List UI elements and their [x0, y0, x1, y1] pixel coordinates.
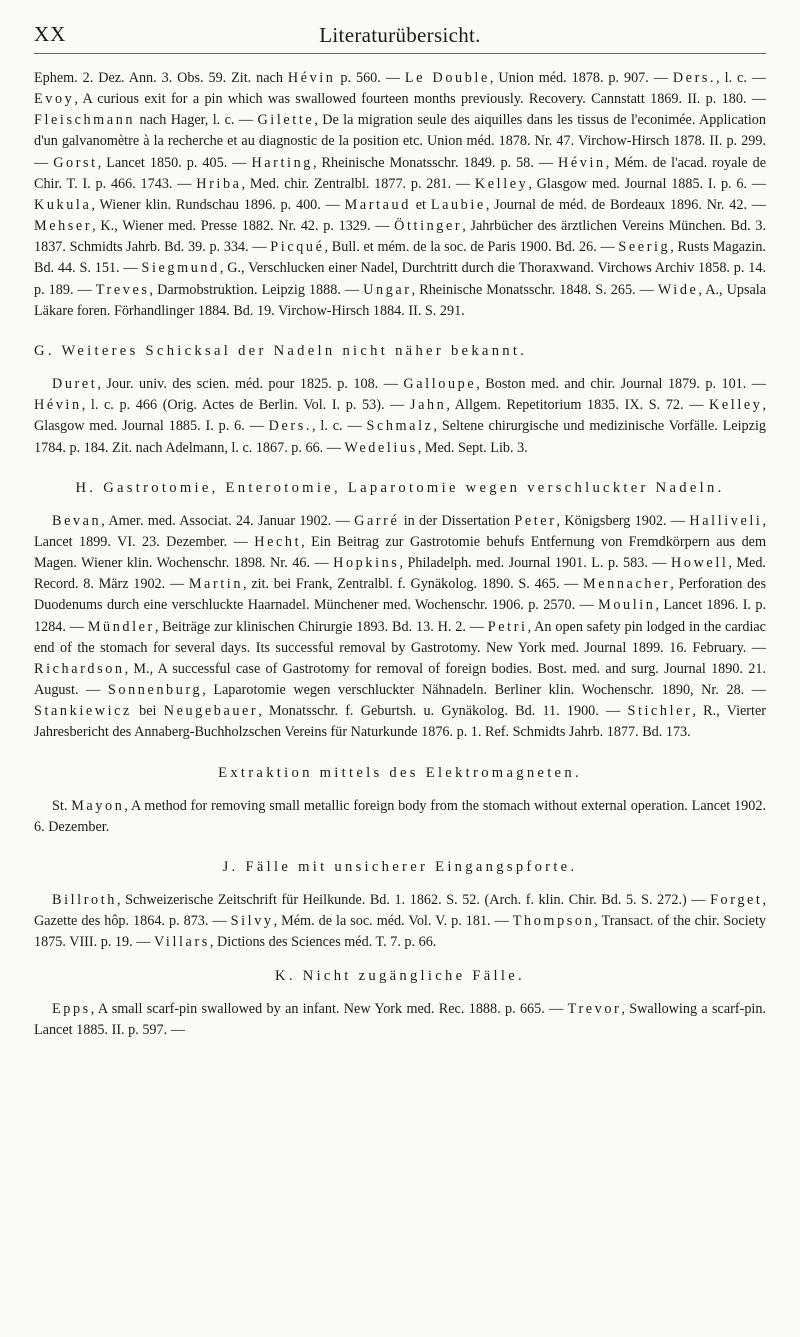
author-name: Garré — [354, 512, 400, 529]
citation-text: , Med. chir. Zentralbl. 1877. p. 281. — — [241, 175, 475, 192]
citation-text: , Ein Beitrag zur Gastrotomie behufs Entfernung von Fremdkörpern aus dem Magen. Wiener klin. Wochenschr. 1898. Nr. 46. — — [34, 533, 767, 572]
citation-text: , Rusts Magazin. Bd. 44. S. 151. — — [34, 239, 766, 277]
citation-text: , Mém. de la soc. méd. Vol. V. p. 181. — — [273, 913, 513, 930]
author-name: Bevan — [52, 512, 102, 529]
author-name: Mayon — [71, 797, 125, 814]
author-name: Laubie — [430, 196, 486, 213]
author-name: Richardson — [34, 660, 125, 677]
author-name: Fleischmann — [34, 112, 136, 129]
section-heading: J. Fälle mit unsicherer Eingangspforte. — [222, 859, 578, 875]
citation-text: , A method for removing small metallic foreign body from the stomach without external operation. Lancet 1902. 6. Dezember. — [34, 797, 766, 835]
author-name: Hévin — [34, 397, 82, 414]
author-name: Galloupe — [403, 376, 477, 393]
running-title: Literaturübersicht. — [319, 23, 481, 47]
author-name: Harting — [251, 154, 313, 171]
author-name: Mündler — [87, 618, 155, 635]
citation-text: , Laparotomie wegen verschluckter Nähnadeln. Berliner klin. Wochenschr. 1890, Nr. 28. — — [202, 682, 766, 699]
citation-text: , Philadelph. med. Journal 1901. L. p. 583. — — [399, 555, 672, 572]
bibliography-paragraph — [34, 999, 766, 1041]
section-heading: H. Gastrotomie, Enterotomie, Laparotomie wegen verschluckter Nadeln. — [75, 479, 725, 496]
author-name: Neugebauer — [163, 703, 259, 720]
citation-text: , Lancet 1899. VI. 23. Dezember. — — [34, 512, 766, 550]
citation-text: , Schweizerische Zeitschrift für Heilkunde. Bd. 1. 1862. S. 52. (Arch. f. klin. Chir. Bd. 5. S. 272.) — — [116, 892, 711, 909]
citation-text: , R., Vierter Jahresbericht des Annaberg-Buchholzschen Vereins für Naturkunde 1876. p. 1. Ref. Schmidts Jahrb. 1877. Bd. 173. — [34, 703, 766, 741]
author-name: Evoy — [34, 91, 75, 108]
author-name: Öttinger — [394, 218, 463, 235]
author-name: Mennacher — [583, 576, 671, 593]
citation-text: , Gazette des hôp. 1864. p. 873. — — [34, 892, 766, 930]
author-name: Gorst — [53, 154, 98, 171]
author-name: Stichler — [627, 703, 693, 720]
section-heading: G. Weiteres Schicksal der Nadeln nicht näher bekannt. — [34, 342, 528, 359]
page-header — [34, 22, 766, 52]
author-name: Hecht — [254, 533, 302, 550]
citation-text: , Union méd. 1878. p. 907. — — [489, 70, 673, 86]
citation-text: , Darmobstruktion. Leipzig 1888. — — [149, 281, 364, 298]
author-name: Kukula — [34, 196, 92, 213]
author-name: Moulin — [598, 597, 656, 614]
citation-text: , Rheinische Monatsschr. 1849. p. 58. — — [312, 154, 559, 171]
citation-text: , Journal de méd. de Bordeaux 1896. Nr. 42. — — [485, 196, 766, 213]
author-name: Villars — [153, 934, 210, 951]
citation-text: , Transact. of the chir. Society 1875. VIII. p. 19. — — [34, 913, 766, 951]
author-name: Gilette — [257, 112, 315, 129]
citation-text: et — [410, 196, 431, 213]
citation-text: , Wiener klin. Rundschau 1896. p. 400. — — [91, 196, 345, 213]
author-name: Siegmund — [141, 260, 220, 277]
section-heading: K. Nicht zugängliche Fälle. — [275, 967, 525, 984]
citation-text: , Boston med. and chir. Journal 1879. p. 101. — — [476, 376, 766, 393]
author-name: Treves — [95, 281, 150, 298]
citation-text: , l. c. — — [716, 70, 766, 86]
author-name: Martaud — [344, 196, 411, 213]
author-name: Howell — [671, 555, 729, 572]
citation-text: , An open safety pin lodged in the cardiac end of the stomach for several days. Its successful removal by Gastrotomy. New York med. Journal 1899. 16. February. — — [34, 618, 766, 656]
author-name: Duret — [52, 376, 98, 393]
citation-text: , Jahrbücher des ärztlichen Vereins München. Bd. 3. 1837. Schmidts Jahrb. Bd. 39. p. 334. — — [34, 218, 766, 256]
citation-text: , Beiträge zur klinischen Chirurgie 1893. Bd. 13. H. 2. — — [154, 618, 488, 635]
author-name: Hévin — [287, 70, 336, 86]
author-name: Petri — [487, 618, 528, 635]
citation-text: Ephem. 2. Dez. Ann. 3. Obs. 59. Zit. nach — [34, 70, 288, 86]
citation-text: St. — [52, 797, 72, 814]
citation-text: , Med. Record. 8. März 1902. — — [34, 555, 766, 593]
author-name: Mehser — [34, 218, 93, 235]
citation-text: in der Dissertation — [399, 512, 515, 529]
author-name: Schmalz — [366, 418, 434, 435]
author-name: Le Double — [404, 70, 490, 86]
author-name: Trevor — [567, 1000, 622, 1017]
author-name: Peter — [514, 512, 557, 529]
citation-text: , Allgem. Repetitorium 1835. IX. S. 72. — — [446, 397, 710, 414]
citation-text: nach Hager, l. c. — — [135, 112, 258, 129]
author-name: Wedelius — [344, 439, 418, 456]
author-name: Halliveli — [689, 512, 763, 529]
citation-text: , K., Wiener med. Presse 1882. Nr. 42. p. 1329. — — [92, 218, 395, 235]
author-name: Martin — [188, 576, 244, 593]
author-name: Thompson — [512, 913, 595, 930]
citation-text: , Med. Sept. Lib. 3. — [417, 439, 528, 456]
citation-text: , Jour. univ. des scien. méd. pour 1825. p. 108. — — [97, 376, 404, 393]
bibliography-paragraph — [34, 890, 766, 953]
bibliography-paragraph — [34, 511, 766, 744]
author-name: Hévin — [558, 154, 606, 171]
citation-text: , Monatsschr. f. Geburtsh. u. Gynäkolog. Bd. 11. 1900. — — [258, 703, 628, 720]
author-name: Billroth — [52, 892, 117, 909]
author-name: Sonnenburg — [107, 682, 203, 699]
bibliography-paragraph — [34, 374, 766, 459]
author-name: Kelley — [709, 397, 763, 414]
citation-text: , A., Upsala Läkare foren. Förhandlinger 1884. Bd. 19. Virchow-Hirsch 1884. II. S. 291. — [34, 281, 767, 319]
citation-text: , Glasgow med. Journal 1885. I. p. 6. — — [34, 397, 766, 435]
citation-text: , G., Verschlucken einer Nadel, Durchtritt durch die Thoraxwand. Virchows Archiv 1858. p. 14. p. 189. — — [34, 260, 766, 298]
citation-text: , Perforation des Duodenums durch eine verschluckte Haarnadel. Münchener med. Wochenschr. 1906. p. 2570. — — [34, 576, 766, 614]
citation-text: , Seltene chirurgische und medizinische Vorfälle. Leipzig 1784. p. 184. Zit. nach Adelmann, l. c. 1867. p. 66. — — [34, 418, 766, 456]
author-name: Ungar — [363, 281, 412, 298]
author-name: Ders. — [672, 70, 717, 86]
citation-text: , zit. bei Frank, Zentralbl. f. Gynäkolog. 1890. S. 465. — — [243, 576, 584, 593]
author-name: Jahn — [409, 397, 447, 414]
section-heading: Extraktion mittels des Elektromagneten. — [218, 764, 582, 781]
author-name: Hopkins — [333, 555, 400, 572]
citation-text: , Dictions des Sciences méd. T. 7. p. 66. — [209, 934, 437, 951]
citation-text: , De la migration seule des aiquilles dans les tissus de l'econimée. Application d'un galvanomètre à la recherche et au diagnostic de la position etc. Union méd. 1878. Nr. 47. Virchow-Hirsch 1878. II. p. 299. — — [34, 112, 766, 171]
author-name: Seerig — [618, 239, 671, 256]
citation-text: , Glasgow med. Journal 1885. I. p. 6. — — [528, 175, 767, 192]
header-rule — [34, 53, 766, 54]
citation-text: , M., A successful case of Gastrotomy for removal of foreign bodies. Bost. med. and surg. Journal 1890. 21. August. — — [34, 660, 766, 699]
page-body — [34, 68, 766, 1041]
citation-text: , Königsberg 1902. — — [556, 512, 690, 529]
citation-text: , Lancet 1896. I. p. 1284. — — [34, 597, 766, 635]
bibliography-paragraph — [34, 68, 766, 322]
page-number: XX — [34, 22, 67, 46]
citation-text: , Mém. de l'acad. royale de Chir. T. I. p. 466. 1743. — — [34, 154, 766, 192]
author-name: Kelley — [474, 175, 529, 192]
citation-text: bei — [131, 703, 164, 720]
citation-text: , Bull. et mém. de la soc. de Paris 1900. Bd. 26. — — [324, 239, 619, 256]
citation-text: , A curious exit for a pin which was swallowed fourteen months previously. Recovery. Cannstatt 1869. II. p. 180. — — [74, 91, 766, 108]
author-name: Ders. — [268, 418, 312, 435]
author-name: Picqué — [270, 239, 325, 256]
author-name: Hriba — [196, 175, 242, 192]
citation-text: p. 560. — — [335, 70, 405, 86]
author-name: Stankiewicz — [34, 703, 132, 720]
citation-text: , Swallowing a scarf-pin. Lancet 1885. II. p. 597. — — [34, 1000, 766, 1038]
citation-text: , Lancet 1850. p. 405. — — [97, 154, 252, 171]
author-name: Wide — [657, 281, 699, 298]
bibliography-paragraph — [34, 796, 766, 838]
citation-text: , Rheinische Monatsschr. 1848. S. 265. — — [411, 281, 658, 298]
author-name: Silvy — [230, 913, 274, 930]
citation-text: , Amer. med. Associat. 24. Januar 1902. — — [101, 512, 355, 529]
citation-text: , A small scarf-pin swallowed by an infant. New York med. Rec. 1888. p. 665. — — [90, 1000, 568, 1017]
author-name: Epps — [52, 1000, 91, 1017]
citation-text: , l. c. — — [311, 418, 367, 435]
citation-text: , l. c. p. 466 (Orig. Actes de Berlin. Vol. I. p. 53). — — [81, 397, 410, 414]
author-name: Forget — [710, 892, 763, 909]
